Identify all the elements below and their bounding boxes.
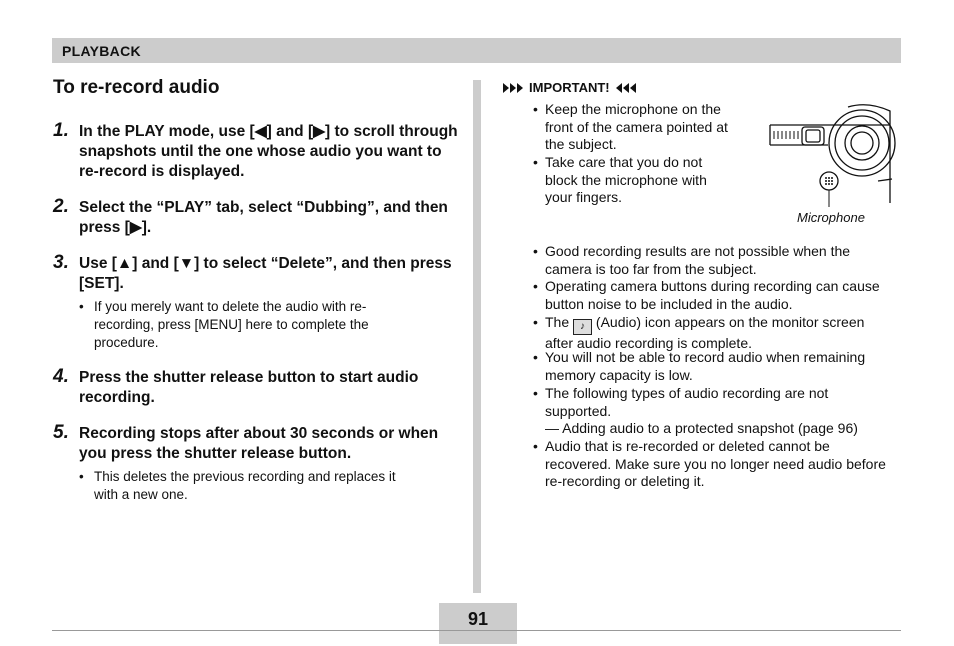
- note-text: If you merely want to delete the audio with re-recording, press [MENU] here to complete the procedure.: [94, 299, 369, 350]
- bullet-glyph: •: [533, 154, 538, 170]
- important-label: IMPORTANT!: [529, 80, 610, 95]
- step-number: 5.: [53, 422, 69, 443]
- step-number: 1.: [53, 120, 69, 141]
- bullet-text: You will not be able to record audio when remaining memory capacity is low.: [545, 349, 866, 383]
- mic-bullet-1: [533, 101, 748, 154]
- step-text: In the PLAY mode, use [◀] and [▶] to scroll through snapshots until the one whose audio you want to re-record is displayed.: [79, 123, 458, 180]
- step-number: 2.: [53, 196, 69, 217]
- bullet-glyph: •: [79, 299, 84, 314]
- bullet-text: The following types of audio recording are not supported.: [545, 385, 829, 419]
- page-number: 91: [467, 609, 489, 629]
- bullet-item: [533, 385, 895, 420]
- step-text: Use [▲] and [▼] to select “Delete”, and then press [SET].: [79, 255, 452, 292]
- bullet-glyph: •: [533, 278, 538, 294]
- sub-item: — Adding audio to a protected snapshot (page 96): [545, 420, 858, 436]
- bullet-glyph: •: [533, 101, 538, 117]
- step-2: [53, 198, 458, 238]
- bullet-glyph: •: [79, 469, 84, 484]
- bullet-text: Operating camera buttons during recording can cause button noise to be included in the audio.: [545, 278, 880, 312]
- bullet-glyph: •: [533, 385, 538, 401]
- section-header-bar: [52, 38, 901, 63]
- step-1: [53, 122, 458, 182]
- footer-rule: [52, 630, 901, 631]
- bullet-item: [533, 438, 895, 491]
- step-4: [53, 368, 458, 408]
- step-text: Recording stops after about 30 seconds or when you press the shutter release button.: [79, 425, 439, 462]
- bullet-glyph: •: [533, 243, 538, 259]
- camera-microphone-illustration: [768, 103, 900, 207]
- arrows-left-icon: [614, 82, 636, 94]
- step-text: Select the “PLAY” tab, select “Dubbing”, and then press [▶].: [79, 199, 448, 236]
- note-text: This deletes the previous recording and replaces it with a new one.: [94, 469, 396, 502]
- step-5-note: [79, 468, 419, 504]
- important-heading: [503, 80, 636, 95]
- step-3: [53, 254, 458, 294]
- page-title: To re-record audio: [53, 77, 220, 98]
- figure-caption: Microphone: [797, 210, 865, 225]
- step-5: [53, 424, 458, 464]
- bullet-text-after: (Audio) icon appears on the monitor screen after audio recording is complete.: [545, 314, 865, 351]
- arrows-right-icon: [503, 82, 525, 94]
- bullet-text: Good recording results are not possible when the camera is too far from the subject.: [545, 243, 851, 277]
- bullet-text: Take care that you do not block the microphone with your fingers.: [545, 154, 707, 205]
- bullet-item: [533, 278, 895, 313]
- step-text: Press the shutter release button to start audio recording.: [79, 369, 419, 406]
- bullet-text-before: The: [545, 314, 570, 330]
- bullet-item: [533, 349, 895, 384]
- page-number-box: [439, 603, 517, 644]
- step-3-note: [79, 298, 419, 352]
- mic-bullet-2: [533, 154, 733, 207]
- bullet-text: Keep the microphone on the front of the camera pointed at the subject.: [545, 101, 728, 152]
- step-number: 3.: [53, 252, 69, 273]
- step-number: 4.: [53, 366, 69, 387]
- bullet-glyph: •: [533, 349, 538, 365]
- column-divider: [473, 80, 481, 593]
- bullet-item: [533, 243, 895, 278]
- bullet-item-audio-icon: [533, 314, 895, 353]
- bullet-text: [545, 314, 895, 353]
- bullet-text: Audio that is re-recorded or deleted cannot be recovered. Make sure you no longer need audio before re-recording or deleting it.: [545, 438, 886, 489]
- bullet-glyph: •: [533, 314, 538, 330]
- bullet-glyph: •: [533, 438, 538, 454]
- audio-note-icon: ♪: [573, 319, 592, 335]
- section-label: PLAYBACK: [62, 43, 141, 59]
